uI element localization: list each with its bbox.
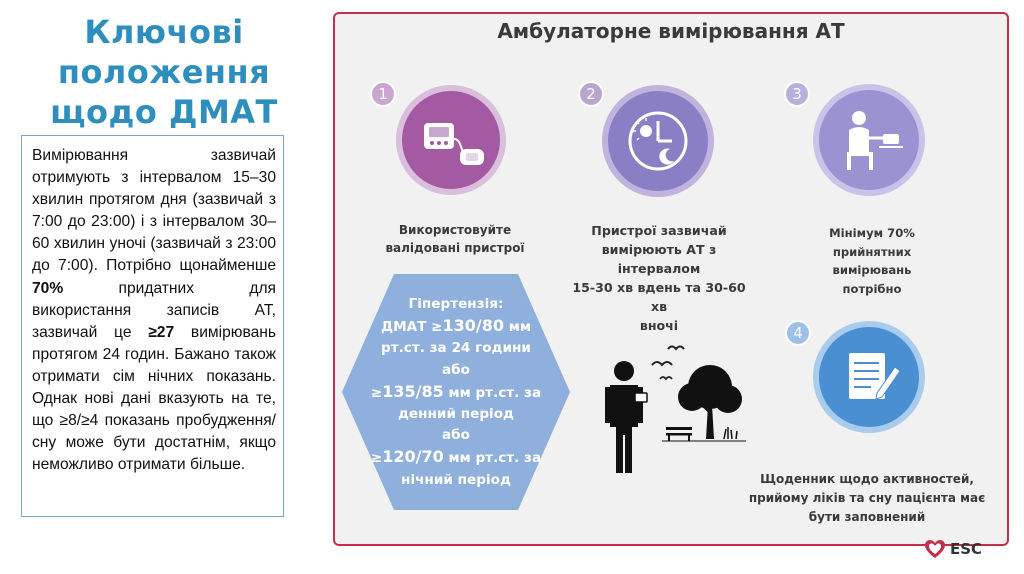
- step-3-number: 3: [784, 81, 810, 107]
- hypertension-l1-value: 130/80: [442, 316, 505, 336]
- text-part-2: придатних для використання записів АТ, зазвичай це: [32, 279, 276, 341]
- step-1-caption-line-1: Використовуйте: [398, 223, 512, 237]
- hypertension-line-8: нічний період: [401, 471, 511, 488]
- step-2-caption-line-2: вимірюють АТ з інтервалом: [601, 242, 717, 276]
- step-2-circle: [602, 85, 714, 197]
- hypertension-l7-prefix: ≥: [370, 450, 383, 467]
- hypertension-line-7: [369, 446, 543, 469]
- step-1-number: 1: [370, 81, 396, 107]
- seated-patient-monitor-icon: [819, 90, 919, 190]
- step-4-circle: [813, 321, 925, 433]
- hypertension-l7-value: 120/70: [382, 447, 444, 467]
- heart-icon: [924, 538, 946, 560]
- hypertension-line-6: або: [441, 427, 470, 444]
- hypertension-criteria: [369, 294, 543, 491]
- blood-pressure-monitor-icon: [402, 91, 500, 189]
- step-2-caption-line-1: Пристрої зазвичай: [591, 223, 727, 238]
- slide-title-line-3: щодо ДМАТ: [50, 93, 278, 131]
- clock-day-night-icon: [608, 91, 708, 191]
- hypertension-line-5: денний період: [397, 406, 515, 423]
- hypertension-line-4: [369, 381, 543, 404]
- step-1-caption-line-2: валідовані пристрої: [385, 241, 525, 255]
- step-3-circle: [813, 84, 925, 196]
- step-2-caption: [566, 221, 752, 335]
- hypertension-line-2: рт.ст. за 24 години: [381, 340, 531, 357]
- esc-logo-text: ESC: [950, 540, 983, 558]
- step-4-caption: [748, 470, 986, 527]
- step-2-number: 2: [578, 81, 604, 107]
- text-part-3: вимірювань протягом 24 годин. Бажано також отримати сім нічних показань. Однак нові дані вказують на те, що ≥8/≥4 показань пробудження/сну може бути достатнім, якщо неможливо отримати більше.: [32, 323, 276, 474]
- step-4-caption-line-3: бути заповнений: [808, 510, 926, 524]
- person-park-illustration: [596, 335, 756, 485]
- step-4-caption-line-2: прийому ліків та сну пацієнта має: [748, 491, 986, 505]
- slide-title: [14, 12, 314, 132]
- key-points-textbox: [21, 135, 284, 517]
- step-2-caption-line-4: вночі: [639, 318, 679, 333]
- hypertension-line-1: [369, 315, 543, 338]
- step-3-caption-line-2: прийнятних: [832, 244, 912, 259]
- hypertension-l7-suffix: мм рт.ст. за: [443, 450, 542, 467]
- hypertension-l4-suffix: мм рт.ст. за: [443, 384, 542, 401]
- hypertension-l4-prefix: ≥: [370, 384, 383, 401]
- step-1-circle: [396, 85, 506, 195]
- text-part-1: Вимірювання зазвичай отримують з інтервалом 15–30 хвилин протягом дня (зазвичай з 7:00 до 23:00) і з інтервалом 30–60 хвилин уночі (зазвичай з 23:00 до 7:00). Потрібно щонайменше: [32, 147, 276, 275]
- diary-notepad-icon: [819, 327, 919, 427]
- highlight-70-percent: 70%: [32, 279, 64, 297]
- panel-title: Амбулаторне вимірювання АТ: [497, 19, 845, 43]
- slide-title-line-2: положення: [57, 53, 271, 91]
- step-2-caption-line-3: 15-30 хв вдень та 30-60 хв: [572, 280, 746, 314]
- step-4-caption-line-1: Щоденник щодо активностей,: [760, 472, 974, 486]
- slide-title-line-1: Ключові: [84, 13, 244, 51]
- hypertension-l1-suffix: мм: [504, 319, 532, 336]
- step-1-caption: [380, 221, 530, 257]
- step-3-caption: [802, 224, 942, 298]
- hypertension-l4-value: 135/85: [382, 381, 444, 401]
- esc-logo: [924, 537, 982, 561]
- highlight-27: ≥27: [148, 323, 175, 341]
- hypertension-l1-prefix: ДМАТ ≥: [380, 319, 443, 336]
- step-4-number: 4: [785, 320, 811, 346]
- step-3-caption-line-3: вимірювань потрібно: [832, 263, 912, 296]
- step-3-caption-line-1: Мінімум 70%: [829, 226, 915, 240]
- hypertension-heading: Гіпертензія:: [408, 296, 504, 312]
- hypertension-line-3: або: [441, 361, 470, 378]
